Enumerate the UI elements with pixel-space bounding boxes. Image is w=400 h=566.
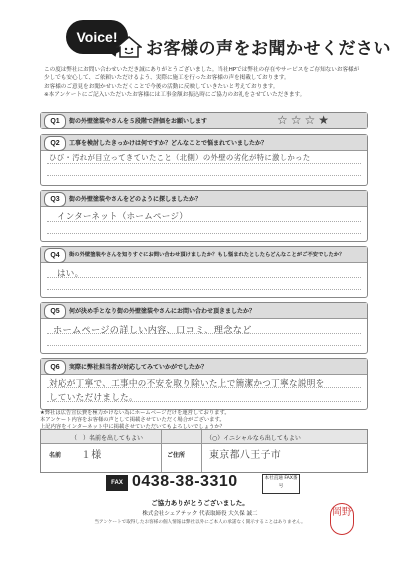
company-name: 株式会社シェアテック 代表取締役 大久保 誠二 xyxy=(142,511,258,517)
question-2 xyxy=(40,134,368,186)
voice-badge: Voice! xyxy=(66,20,128,54)
answer-line xyxy=(47,163,361,164)
initial-option: （○）イニシャルなら出してもよい xyxy=(206,435,301,442)
answer-line xyxy=(47,175,361,176)
answer-line xyxy=(47,233,361,234)
permission-notes xyxy=(40,410,370,431)
question-number: Q5 xyxy=(44,304,66,319)
question-1 xyxy=(40,112,368,129)
signature-header xyxy=(41,430,367,444)
question-3 xyxy=(40,190,368,242)
answer-text: ひび・汚れが目立ってきていたこと（北側）の外壁の劣化が特に激しかった xyxy=(49,153,311,162)
intro-line: この度は弊社にお問い合わせいただき誠にありがとうございました。当社HPでは弊社の存在やサービスをご存知ないお客様が xyxy=(44,67,360,73)
answer-line xyxy=(47,333,361,334)
divider xyxy=(161,430,162,472)
answer-line xyxy=(47,221,361,222)
question-5 xyxy=(40,302,368,354)
note-line: 本アンケート内容をお客様の声として掲載させていただく場合がございます。 xyxy=(40,417,225,423)
question-bar xyxy=(41,191,367,207)
question-number: Q4 xyxy=(44,248,66,263)
question-4 xyxy=(40,246,368,298)
hanko-stamp: 岡野 xyxy=(330,503,354,535)
house-icon xyxy=(116,36,142,58)
page-title: お客様の声をお聞かせください xyxy=(146,39,391,59)
answer-line xyxy=(47,277,361,278)
signature-table xyxy=(40,429,368,473)
privacy-footer: 当アンケートで取得したお客様の個人情報は弊社以外にご本人の承諾なく開示することはありません。 xyxy=(94,520,306,525)
answer-text: していただけました。 xyxy=(49,393,138,403)
answer-text: 対応が丁寧で、工事中の不安を取り除いた上で簡潔かつ丁寧な説明を xyxy=(49,379,325,389)
address-value: 東京都八王子市 xyxy=(209,450,282,461)
question-text: 工事を検討したきっかけは何ですか？どんなことで悩まれていましたか？ xyxy=(69,140,268,147)
note-line: 上記内容をインターネット中に掲載させていただいてもよろしいでしょうか？ xyxy=(40,424,225,430)
name-label: 名前 xyxy=(49,452,62,459)
question-text: 何が決め手となり街の外壁塗装やさんにお問い合わせ頂きましたか？ xyxy=(69,308,256,315)
answer-text: インターネット（ホームページ） xyxy=(57,212,189,222)
question-text: 実際に弊社担当者が対応してみていかがでしたか？ xyxy=(69,364,208,371)
answer-text: はい。 xyxy=(57,269,84,279)
fax-icon: FAX xyxy=(106,475,128,491)
note-line: ★弊社は広告宣伝費を極力かけない為にホームページだけを運営しております。 xyxy=(40,410,230,416)
question-bar xyxy=(41,359,367,375)
question-bar xyxy=(41,247,367,263)
intro-line: ※本アンケートにご記入いただいたお客様には工事金額お振込時にご協力のお礼をさせていただきます。 xyxy=(44,92,306,99)
fax-block xyxy=(106,473,296,493)
name-value: １様 xyxy=(81,450,102,461)
question-bar xyxy=(41,303,367,319)
question-text: 街の外壁塗装やさんを知りすぐにお問い合わせ頂けましたか？もし悩まれたとしたらどんなことがご不安でしたか？ xyxy=(69,252,345,258)
question-text: 街の外壁塗装やさんをどのように探しましたか？ xyxy=(69,196,202,203)
divider xyxy=(201,430,202,472)
question-number: Q1 xyxy=(44,114,66,129)
intro-text xyxy=(44,66,364,100)
star-rating: ☆☆☆★ xyxy=(277,113,333,127)
answer-line xyxy=(47,289,361,290)
question-number: Q3 xyxy=(44,192,66,207)
thanks-text: ご協力ありがとうございました。 xyxy=(151,499,249,507)
address-label: ご住所 xyxy=(167,452,186,459)
name-option: （ ）名前を出してもよい xyxy=(71,435,144,442)
header xyxy=(0,6,400,62)
answer-line xyxy=(47,345,361,346)
question-bar xyxy=(41,135,367,151)
question-text: 街の外壁塗装やさんを５段階で評価をお願いします xyxy=(69,118,208,125)
answer-text: ホームページの詳しい内容、口コミ、理念など xyxy=(53,325,252,336)
question-bar xyxy=(41,113,367,128)
answer-line xyxy=(47,387,361,388)
question-number: Q2 xyxy=(44,136,66,151)
fax-number: 0438-38-3310 xyxy=(132,473,238,490)
fax-side-label: 本社直通 FAX番号 xyxy=(262,474,300,494)
intro-line: お客様のご意見をお聞かせいただくことで今後の活動に反映していきたいと考えております。 xyxy=(44,83,279,90)
answer-line xyxy=(47,401,361,402)
question-number: Q6 xyxy=(44,360,66,375)
intro-line: 少しでも安心して、ご依頼いただけるよう、実際に施工を行ったお客様の声を掲載しております。 xyxy=(44,75,290,82)
question-6 xyxy=(40,358,368,410)
